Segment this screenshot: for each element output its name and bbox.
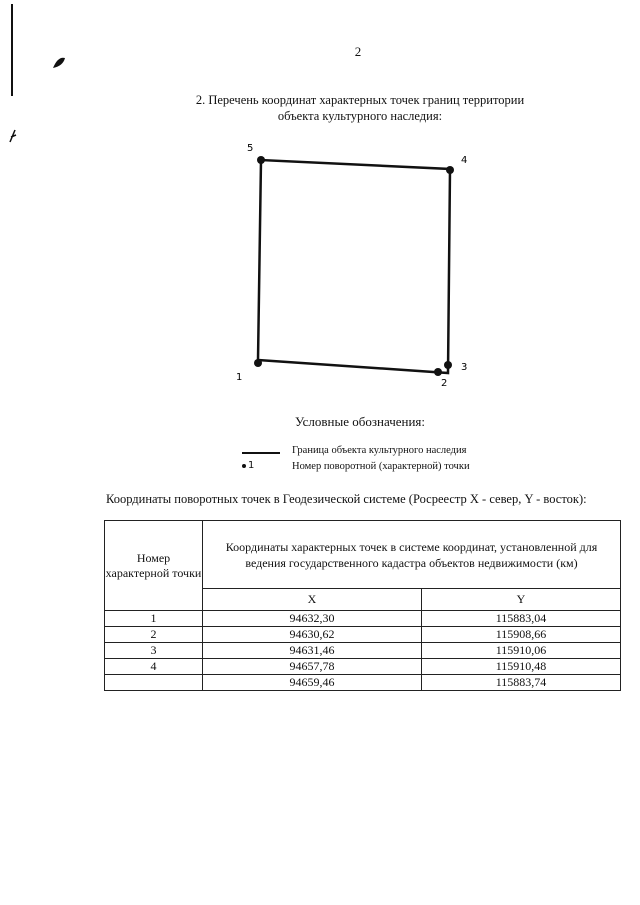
table-row	[105, 627, 621, 643]
row-x: 94657,78	[203, 659, 422, 675]
point-number-header: Номер характерной точки	[105, 521, 203, 611]
row-x: 94632,30	[203, 611, 422, 627]
point-marker-4	[446, 166, 454, 174]
x-column-header: X	[203, 589, 422, 611]
row-y: 115883,74	[422, 675, 621, 691]
point-label-4: 4	[461, 155, 468, 166]
row-x: 94631,46	[203, 643, 422, 659]
row-y: 115910,48	[422, 659, 621, 675]
section-heading	[0, 92, 640, 124]
legend-line-sample	[242, 452, 280, 454]
table-row	[105, 675, 621, 691]
row-x: 94630,62	[203, 627, 422, 643]
point-marker-2	[434, 368, 442, 376]
coordinates-table	[104, 520, 621, 691]
legend-point-label: Номер поворотной (характерной) точки	[292, 461, 470, 472]
point-label-1: 1	[236, 372, 243, 383]
legend-line-label: Граница объекта культурного наследия	[292, 445, 467, 456]
row-y: 115883,04	[422, 611, 621, 627]
scan-artifact-mark	[8, 128, 18, 144]
table-row	[105, 611, 621, 627]
boundary-polygon	[258, 160, 450, 373]
point-label-5: 5	[247, 143, 254, 154]
table-row	[105, 659, 621, 675]
point-label-3: 3	[461, 362, 468, 373]
heading-line-1: 2. Перечень координат характерных точек границ территории	[195, 93, 525, 107]
row-number: 2	[105, 627, 203, 643]
point-label-2: 2	[441, 378, 448, 389]
row-number	[105, 675, 203, 691]
point-marker-3	[444, 361, 452, 369]
boundary-diagram	[220, 135, 480, 395]
table-row	[105, 643, 621, 659]
row-x: 94659,46	[203, 675, 422, 691]
coordinates-group-header: Координаты характерных точек в системе координат, установленной для ведения государственного кадастра объектов недвижимости (км)	[203, 521, 621, 589]
heading-line-2: объекта культурного наследия:	[277, 109, 443, 123]
row-number: 4	[105, 659, 203, 675]
legend-title: Условные обозначения:	[294, 414, 426, 429]
point-marker-5	[257, 156, 265, 164]
row-number: 3	[105, 643, 203, 659]
row-y: 115908,66	[422, 627, 621, 643]
legend-point-sample	[242, 464, 246, 468]
coordinates-caption: Координаты поворотных точек в Геодезической системе (Росреестр X - север, Y - восток):	[106, 492, 587, 506]
page-number: 2	[354, 44, 362, 59]
y-column-header: Y	[422, 589, 621, 611]
point-marker-1	[254, 359, 262, 367]
row-y: 115910,06	[422, 643, 621, 659]
row-number: 1	[105, 611, 203, 627]
legend-point-number: 1	[248, 460, 255, 471]
